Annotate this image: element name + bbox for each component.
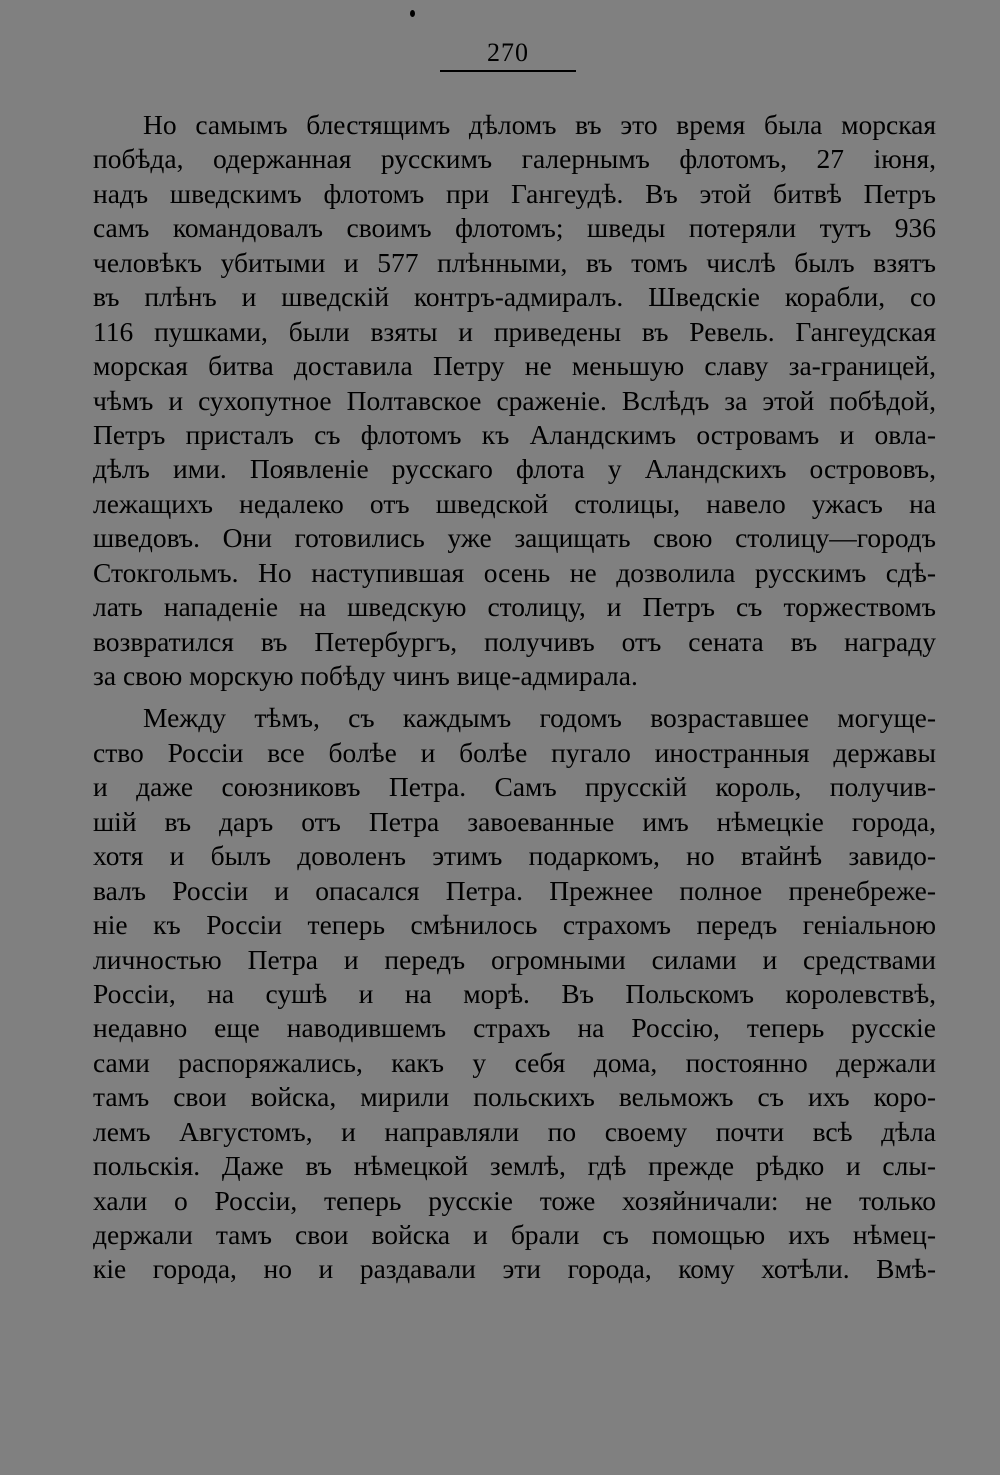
text-line: побѣда, одержанная русскимъ галернымъ флотомъ, 27 іюня, — [93, 143, 936, 175]
body-text — [93, 108, 936, 1287]
text-line: въ плѣнъ и шведскій контръ-адмиралъ. Шведскіе корабли, со — [93, 281, 936, 313]
text-line: лать нападеніе на шведскую столицу, и Петръ съ торжествомъ — [93, 591, 936, 623]
text-line: надъ шведскимъ флотомъ при Гангеудѣ. Въ этой битвѣ Петръ — [93, 177, 936, 209]
text-line: хали о Россіи, теперь русскіе тоже хозяйничали: не только — [93, 1184, 936, 1216]
text-line: тамъ свои войска, мирили польскихъ вельможъ съ ихъ коро- — [93, 1081, 936, 1113]
text-line: шведовъ. Они готовились уже защищать свою столицу—городъ — [93, 522, 936, 554]
text-line: и даже союзниковъ Петра. Самъ прусскій король, получив- — [93, 771, 936, 803]
page-number: 270 — [487, 38, 529, 67]
text-line: хотя и былъ доволенъ этимъ подаркомъ, но втайнѣ завидо- — [93, 840, 936, 872]
text-line: Петръ присталъ съ флотомъ къ Аландскимъ островамъ и овла- — [93, 418, 936, 450]
text-line: ство Россіи все болѣе и болѣе пугало иностранныя державы — [93, 736, 936, 768]
text-line: личностью Петра и передъ огромными силами и средствами — [93, 943, 936, 975]
text-line: дѣлъ ими. Появленіе русскаго флота у Аландскихъ острововъ, — [93, 453, 936, 485]
text-line: недавно еще наводившемъ страхъ на Россію, теперь русскіе — [93, 1012, 936, 1044]
text-line: самъ командовалъ своимъ флотомъ; шведы потеряли тутъ 936 — [93, 212, 936, 244]
text-line: Стокгольмъ. Но наступившая осень не дозволила русскимъ сдѣ- — [93, 556, 936, 588]
text-line: за свою морскую побѣду чинъ вице-адмирала. — [93, 660, 638, 691]
text-line: возвратился въ Петербургъ, получивъ отъ сената въ награду — [93, 625, 936, 657]
ink-speck — [410, 10, 415, 17]
text-line: лемъ Августомъ, и направляли по своему почти всѣ дѣла — [93, 1115, 936, 1147]
text-line: шій въ даръ отъ Петра завоеванные имъ нѣмецкіе города, — [93, 805, 936, 837]
text-line: чѣмъ и сухопутное Полтавское сраженіе. Вслѣдъ за этой побѣдой, — [93, 384, 936, 416]
text-line: лежащихъ недалеко отъ шведской столицы, навело ужасъ на — [93, 487, 936, 519]
text-line: польскія. Даже въ нѣмецкой землѣ, гдѣ прежде рѣдко и слы- — [93, 1150, 936, 1182]
text-line: Но самымъ блестящимъ дѣломъ въ это время была морская — [143, 109, 936, 140]
text-line: кіе города, но и раздавали эти города, кому хотѣли. Вмѣ- — [93, 1253, 936, 1285]
text-line: 116 пушками, были взяты и приведены въ Ревель. Гангеудская — [93, 315, 936, 347]
text-line: Между тѣмъ, съ каждымъ годомъ возраставшее могуще- — [143, 702, 936, 734]
text-line: валъ Россіи и опасался Петра. Прежнее полное пренебреже- — [93, 874, 936, 906]
text-line: человѣкъ убитыми и 577 плѣнными, въ томъ числѣ былъ взятъ — [93, 246, 936, 278]
text-line: держали тамъ свои войска и брали съ помощью ихъ нѣмец- — [93, 1219, 936, 1250]
text-line: сами распоряжались, какъ у себя дома, постоянно держали — [93, 1046, 936, 1078]
text-line: Россіи, на сушѣ и на морѣ. Въ Польскомъ королевствѣ, — [93, 977, 936, 1009]
page-number-rule — [440, 70, 576, 72]
text-line: морская битва доставила Петру не меньшую славу за-границей, — [93, 350, 936, 382]
text-line: ніе къ Россіи теперь смѣнилось страхомъ передъ геніальною — [93, 909, 936, 941]
